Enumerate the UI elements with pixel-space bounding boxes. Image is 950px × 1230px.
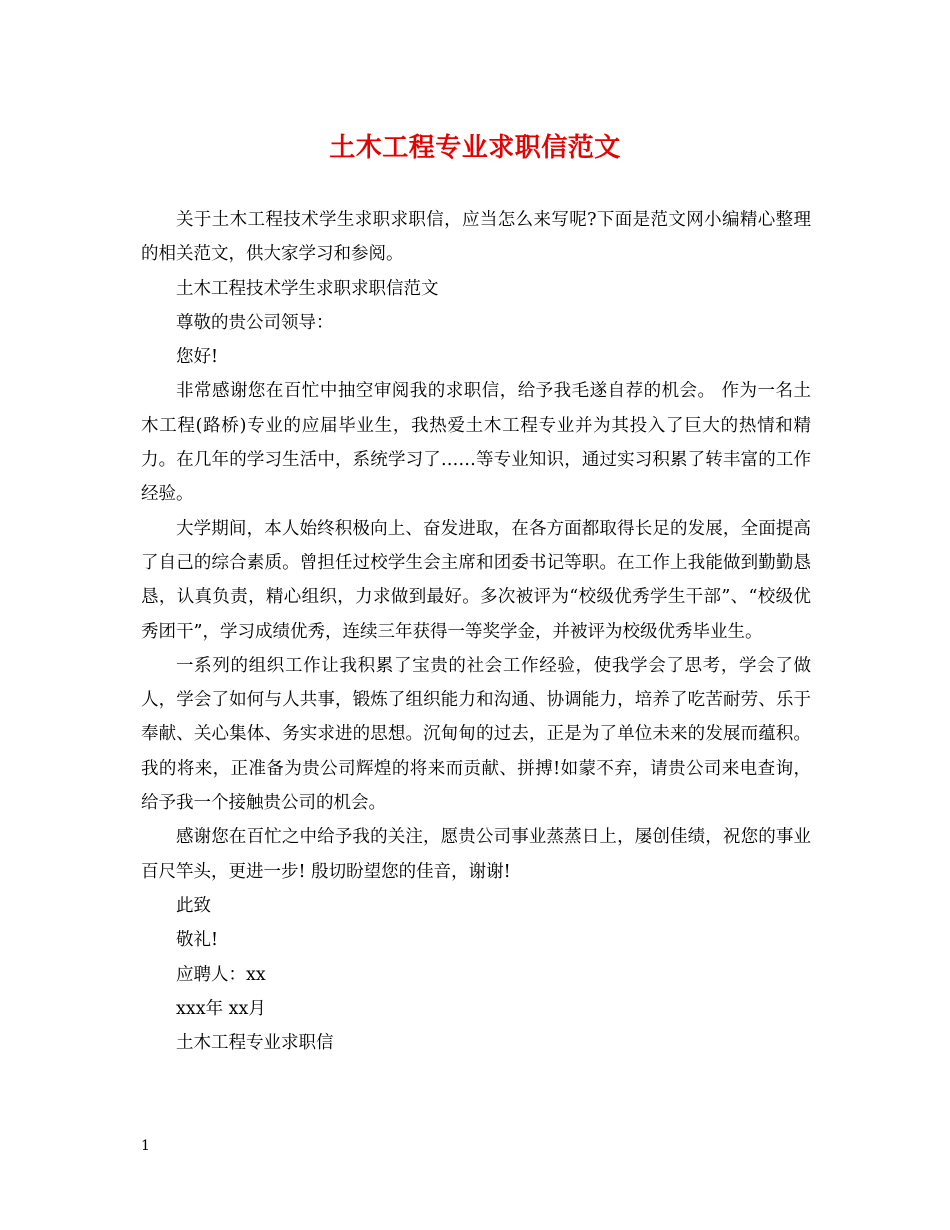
section-heading: 土木工程专业求职信	[176, 1033, 334, 1054]
closing-line: 此致	[176, 895, 211, 916]
applicant-name: 应聘人：xx	[176, 964, 266, 985]
body-paragraph: 大学期间，本人始终积极向上、奋发进取，在各方面都取得长足的发展，全面提高了自己的综合素质。曾担任过校学生会主席和团委书记等职。在工作上我能做到勤勤恳恳，认真负责，精心组织，力求做到最好。多次被评为“校级优秀学生干部”、“校级优秀团干”，学习成绩优秀，连续三年获得一等奖学金，并被评为校级优秀毕业生。	[141, 518, 811, 642]
closing-regards: 敬礼!	[176, 930, 219, 951]
document-title: 土木工程专业求职信范文	[329, 133, 621, 163]
document-body	[141, 203, 811, 1060]
salutation: 尊敬的贵公司领导：	[176, 312, 334, 333]
body-paragraph: 感谢您在百忙之中给予我的关注，愿贵公司事业蒸蒸日上，屡创佳绩，祝您的事业百尺竿头，更进一步! 殷切盼望您的佳音，谢谢!	[141, 827, 811, 882]
body-paragraph: 非常感谢您在百忙中抽空审阅我的求职信，给予我毛遂自荐的机会。 作为一名土木工程(路桥)专业的应届毕业生，我热爱土木工程专业并为其投入了巨大的热情和精力。在几年的学习生活中，系统学习了……等专业知识，通过实习积累了转丰富的工作经验。	[141, 381, 811, 505]
greeting: 您好!	[176, 347, 219, 368]
letter-date: xxx年 xx月	[176, 998, 266, 1019]
body-paragraph: 一系列的组织工作让我积累了宝贵的社会工作经验，使我学会了思考，学会了做人，学会了如何与人共事，锻炼了组织能力和沟通、协调能力，培养了吃苦耐劳、乐于奉献、关心集体、务实求进的思想。沉甸甸的过去，正是为了单位未来的发展而蕴积。我的将来，正准备为贵公司辉煌的将来而贡献、拼搏!如蒙不弃，请贵公司来电查询，给予我一个接触贵公司的机会。	[141, 655, 811, 814]
intro-paragraph: 关于土木工程技术学生求职求职信，应当怎么来写呢?下面是范文网小编精心整理的相关范文，供大家学习和参阅。	[141, 210, 811, 265]
letter-heading: 土木工程技术学生求职求职信范文	[176, 278, 439, 299]
page-number: 1	[141, 1138, 150, 1154]
